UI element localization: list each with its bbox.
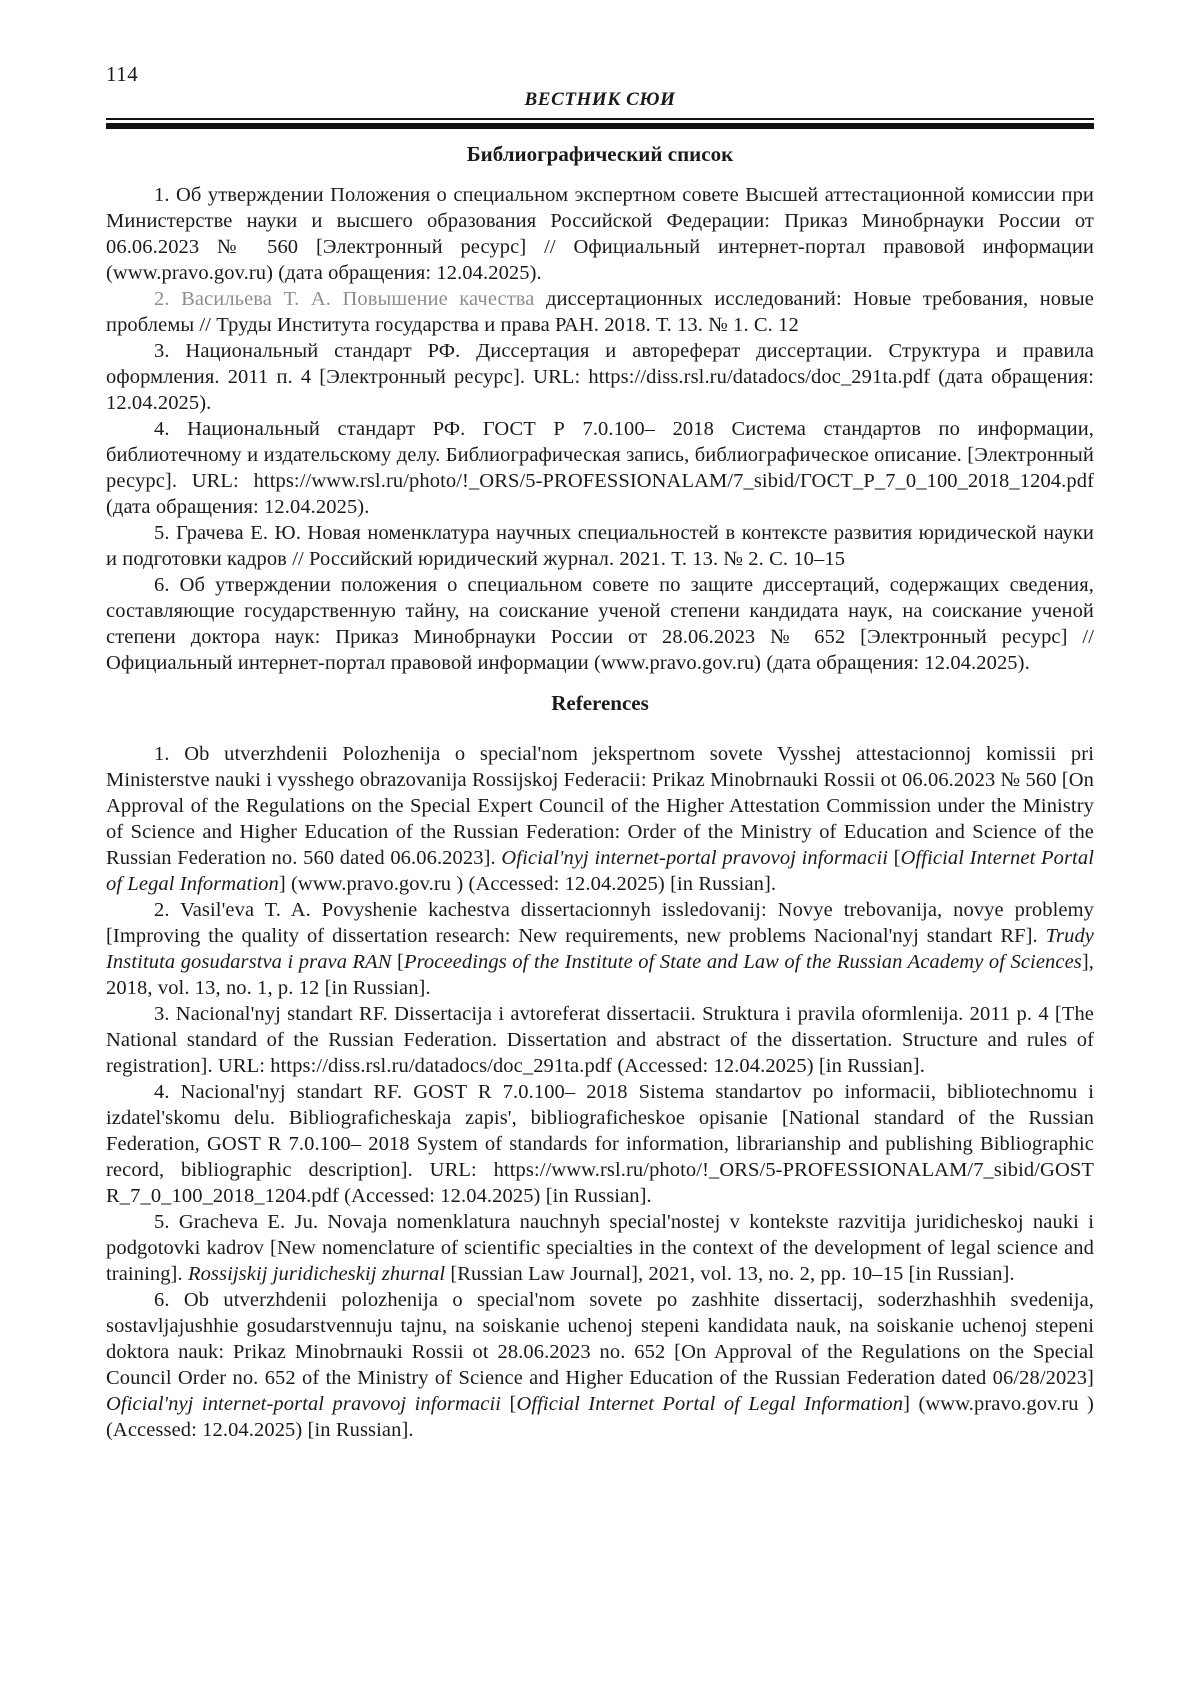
text-segment: 3. Национальный стандарт РФ. Диссертация и автореферат диссертации. Структура и правила оформления. 2011 п. 4 [Электронный ресурс]. URL: https://diss.rsl.ru/datadocs/doc_291ta.pdf (дата обращения: 12.04.2025). (106, 340, 1094, 414)
reference-item (106, 416, 1094, 520)
text-segment: ], 2018, vol. 13, no. 1, p. 12 [in Russian]. (106, 951, 1095, 999)
text-segment: диссертационных исследований: Новые требования, новые проблемы // Труды Института государства и права РАН. 2018. Т. 13. № 1. С. 12 (106, 288, 1094, 336)
section-heading-bibliography: Библиографический список (466, 142, 734, 166)
text-segment: 6. Ob utverzhdenii polozhenija o special'nom sovete po zashhite dissertacij, soderzhashhih svedenija, sostavljajushhie gosudarstvennuju tajnu, na soiskanie uchenoj stepeni kandidata nauk, na soiskanie uchenoj stepeni doktora nauk: Prikaz Minobrnauki Rossii ot 28.06.2023 no. 652 [On Approval of the Regulations on the Special Council Order no. 652 of the Ministry of Science and Higher Education of the Russian Federation dated 06/28/2023] (106, 1289, 1094, 1389)
section-bibliography-ru (106, 142, 1094, 676)
text-segment: ] (www.pravo.gov.ru ) (Accessed: 12.04.2025) [in Russian]. (278, 873, 777, 895)
text-segment: ] (www.pravo.gov.ru ) (Accessed: 12.04.2025) [in Russian]. (106, 1393, 1094, 1441)
section-references-en (106, 691, 1094, 1443)
italic-text-segment: Oficial'nyj internet-portal pravovoj informacii (106, 1393, 502, 1415)
reference-list-en (106, 741, 1094, 1443)
reference-item (106, 182, 1094, 286)
text-segment: 2. Vasil'eva T. A. Povyshenie kachestva dissertacionnyh issledovanij: Novye trebovanija, novye problemy [Improving the quality of dissertation research: New requirements, new problems Nacional'nyj standart RF]. (106, 899, 1094, 947)
text-segment: [ (501, 1393, 517, 1415)
reference-item (106, 1001, 1094, 1079)
reference-list-ru (106, 182, 1094, 676)
journal-header-title: ВЕСТНИК СЮИ (524, 89, 676, 110)
text-segment: 5. Грачева Е. Ю. Новая номенклатура научных специальностей в контексте развития юридической науки и подготовки кадров // Российский юридический журнал. 2021. Т. 13. № 2. С. 10–15 (106, 522, 1094, 570)
reference-item (106, 286, 1094, 338)
reference-item (106, 897, 1094, 1001)
italic-text-segment: Trudy Instituta gosudarstva i prava RAN (106, 925, 1094, 973)
text-segment: [Russian Law Journal], 2021, vol. 13, no. 2, pp. 10–15 [in Russian]. (445, 1263, 1015, 1285)
reference-item (106, 338, 1094, 416)
reference-item (106, 1287, 1094, 1443)
muted-text-segment: 2. Васильева Т. А. Повышение качества (154, 288, 547, 310)
section-heading-references: References (551, 691, 649, 715)
text-segment: [ (391, 951, 404, 973)
text-segment: 4. Национальный стандарт РФ. ГОСТ Р 7.0.100– 2018 Система стандартов по информации, библиотечному и издательскому делу. Библиографическая запись, библиографическое описание. [Электронный ресурс]. URL: https://www.rsl.ru/photo/!_ORS/5-PROFESSIONALAM/7_sibid/ГОСТ_Р_7_0_100_2018_1204.pdf (дата обращения: 12.04.2025). (106, 418, 1094, 518)
text-segment: 3. Nacional'nyj standart RF. Dissertacija i avtoreferat dissertacii. Struktura i pravila oformlenija. 2011 p. 4 [The National standard of the Russian Federation. Dissertation and abstract of the dissertation. Structure and rules of registration]. URL: https://diss.rsl.ru/datadocs/doc_291ta.pdf (Accessed: 12.04.2025) [in Russian]. (106, 1003, 1094, 1077)
italic-text-segment: Rossijskij juridicheskij zhurnal (187, 1263, 446, 1285)
text-segment: 6. Об утверждении положения о специальном совете по защите диссертаций, содержащих сведения, составляющие государственную тайну, на соискание ученой степени кандидата наук, на соискание ученой степени доктора наук: Приказ Минобрнауки России от 28.06.2023 № 652 [Электронный ресурс] // Официальный интернет-портал правовой информации (www.pravo.gov.ru) (дата обращения: 12.04.2025). (106, 574, 1094, 674)
reference-item (106, 1079, 1094, 1209)
reference-item (106, 1209, 1094, 1287)
italic-text-segment: Official Internet Portal of Legal Information (516, 1393, 904, 1415)
reference-item (106, 520, 1094, 572)
header-double-rule (106, 118, 1094, 129)
page-number: 114 (106, 62, 139, 86)
italic-text-segment: Proceedings of the Institute of State and Law of the Russian Academy of Sciences (403, 951, 1082, 973)
text-segment: [ (888, 847, 901, 869)
italic-text-segment: Oficial'nyj internet-portal pravovoj informacii (501, 847, 889, 869)
reference-item (106, 572, 1094, 676)
reference-item (106, 741, 1094, 897)
text-segment: 5. Gracheva E. Ju. Novaja nomenklatura nauchnyh special'nostej v kontekste razvitija juridicheskoj nauki i podgotovki kadrov [New nomenclature of scientific specialties in the context of the development of legal science and training]. (106, 1211, 1094, 1285)
text-segment: 4. Nacional'nyj standart RF. GOST R 7.0.100– 2018 Sistema standartov po informacii, bibliotechnomu i izdatel'skomu delu. Bibliograficheskaja zapis', bibliograficheskoe opisanie [National standard of the Russian Federation, GOST R 7.0.100– 2018 System of standards for information, librarianship and publishing Bibliographic record, bibliographic description]. URL: https://www.rsl.ru/photo/!_ORS/5-PROFESSIONALAM/7_sibid/GOST R_7_0_100_2018_1204.pdf (Accessed: 12.04.2025) [in Russian]. (106, 1081, 1094, 1207)
page-content (106, 0, 1094, 1443)
text-segment: 1. Об утверждении Положения о специальном экспертном совете Высшей аттестационной комиссии при Министерстве науки и высшего образования Российской Федерации: Приказ Минобрнауки России от 06.06.2023 № 560 [Электронный ресурс] // Официальный интернет-портал правовой информации (www.pravo.gov.ru) (дата обращения: 12.04.2025). (106, 184, 1094, 284)
text-segment: 1. Ob utverzhdenii Polozhenija o special'nom jekspertnom sovete Vysshej attestacionnoj komissii pri Ministerstve nauki i vysshego obrazovanija Rossijskoj Federacii: Prikaz Minobrnauki Rossii ot 06.06.2023 № 560 [On Approval of the Regulations on the Special Expert Council of the Higher Attestation Commission under the Ministry of Science and Higher Education of the Russian Federation: Order of the Ministry of Education and Science of the Russian Federation no. 560 dated 06.06.2023]. (106, 743, 1094, 869)
italic-text-segment: Official Internet Portal of Legal Information (106, 847, 1094, 895)
